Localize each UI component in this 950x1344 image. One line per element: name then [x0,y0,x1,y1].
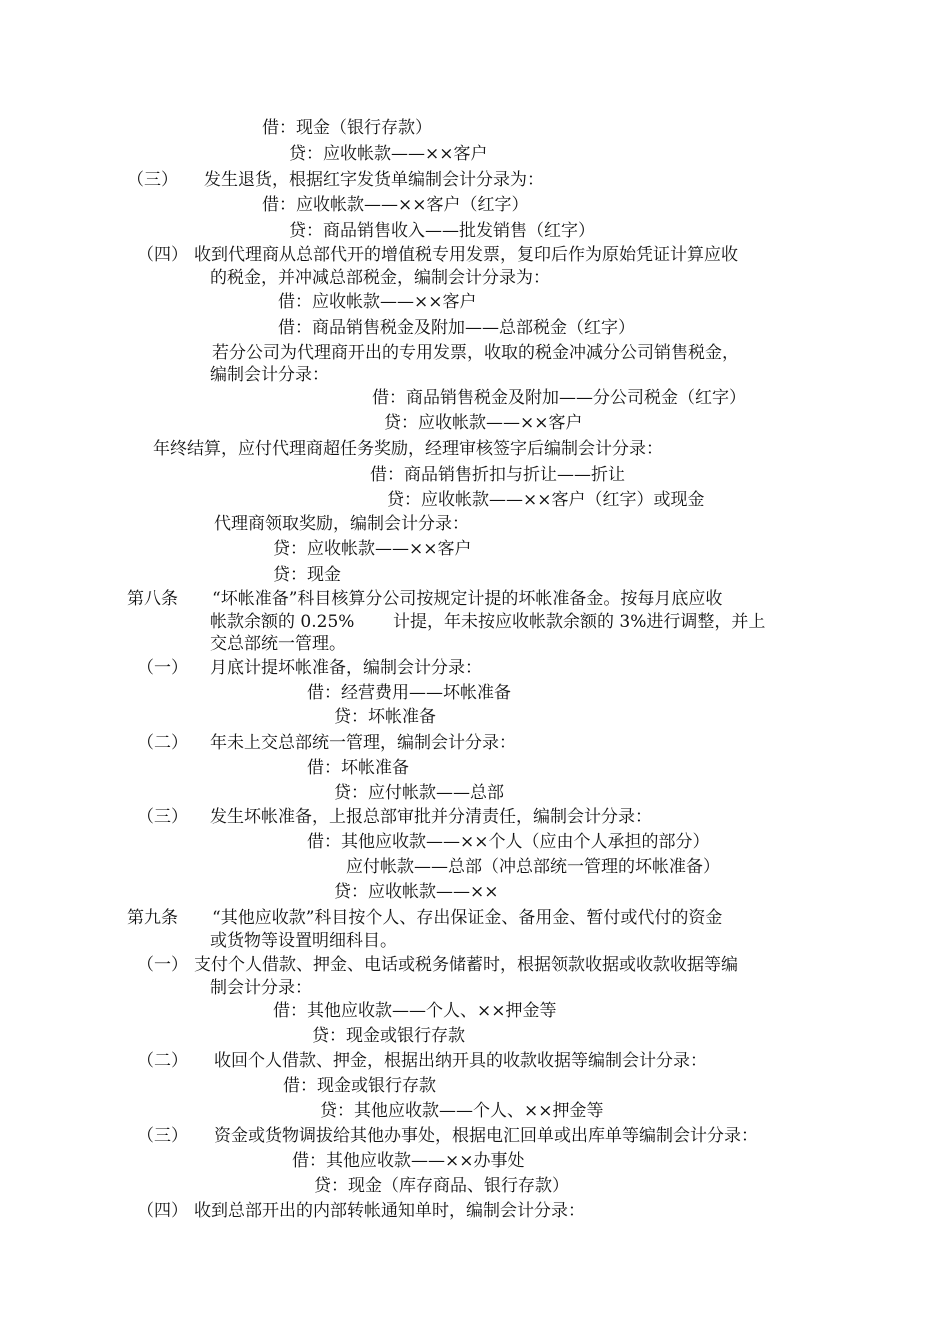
entry-line: 贷：应收帐款——×× [334,882,499,902]
entry-line: 借：应收帐款——××客户（红字） [262,195,529,215]
entry-line: 贷：现金 [273,565,341,585]
entry-line: 借：商品销售税金及附加——分公司税金（红字） [372,388,746,408]
entry-line: 借：应收帐款——××客户 [278,292,477,312]
item-number: （三） [137,807,188,827]
entry-line: 贷：其他应收款——个人、××押金等 [320,1101,604,1121]
article-number: 第八条 [127,589,178,609]
paragraph-line: 发生退货，根据红字发货单编制会计分录为： [204,170,544,190]
entry-line: 贷：现金（库存商品、银行存款） [314,1176,569,1196]
item-number: （一） [137,955,188,975]
paragraph-line: 收回个人借款、押金，根据出纳开具的收款收据等编制会计分录： [214,1051,707,1071]
article-number: 第九条 [127,908,178,928]
entry-line: 应付帐款——总部（冲总部统一管理的坏帐准备） [346,857,720,877]
paragraph-line: 发生坏帐准备，上报总部审批并分清责任，编制会计分录： [210,807,652,827]
entry-line: 贷：现金或银行存款 [312,1026,465,1046]
paragraph-line: 收到代理商从总部代开的增值税专用发票，复印后作为原始凭证计算应收 [194,245,738,265]
entry-line: 借：商品销售折扣与折让——折让 [370,465,625,485]
entry-line: 借：商品销售税金及附加——总部税金（红字） [278,318,635,338]
entry-line: 贷：应收帐款——××客户 [289,144,488,164]
entry-line: 借：现金或银行存款 [283,1076,436,1096]
entry-line: 借：其他应收款——个人、××押金等 [273,1001,557,1021]
entry-line: 贷：应付帐款——总部 [334,783,504,803]
paragraph-line: 编制会计分录： [210,365,329,385]
entry-line: 借：经营费用——坏帐准备 [307,683,511,703]
paragraph-line: “坏帐准备”科目核算分公司按规定计提的坏帐准备金。按每月底应收 [212,589,723,609]
paragraph-line: 年未上交总部统一管理，编制会计分录： [210,733,516,753]
paragraph-line: 月底计提坏帐准备，编制会计分录： [210,658,482,678]
entry-line: 贷：坏帐准备 [334,707,436,727]
paragraph-line: 制会计分录： [210,978,312,998]
item-number: （三） [127,170,178,190]
entry-line: 贷：应收帐款——××客户 [273,539,472,559]
entry-line: 借：坏帐准备 [307,758,409,778]
item-number: （四） [137,1201,188,1221]
paragraph-line: 若分公司为代理商开出的专用发票，收取的税金冲减分公司销售税金， [212,343,739,363]
paragraph-line: 支付个人借款、押金、电话或税务储蓄时，根据领款收据或收款收据等编 [194,955,738,975]
paragraph-line: 的税金，并冲减总部税金，编制会计分录为： [210,268,550,288]
paragraph-line: 年终结算，应付代理商超任务奖励，经理审核签字后编制会计分录： [153,439,663,459]
paragraph-line: 代理商领取奖励，编制会计分录： [214,514,469,534]
entry-line: 贷：应收帐款——××客户 [384,413,583,433]
item-number: （二） [137,1051,188,1071]
entry-line: 贷：商品销售收入——批发销售（红字） [289,221,595,241]
paragraph-line: 收到总部开出的内部转帐通知单时，编制会计分录： [194,1201,585,1221]
paragraph-line: 计提，年未按应收帐款余额的 3%进行调整，并上 [393,612,766,632]
item-number: （一） [137,658,188,678]
entry-line: 贷：应收帐款——××客户（红字）或现金 [387,490,705,510]
paragraph-line: “其他应收款”科目按个人、存出保证金、备用金、暂付或代付的资金 [212,908,723,928]
entry-line: 借：其他应收款——××个人（应由个人承担的部分） [307,832,710,852]
item-number: （四） [137,245,188,265]
paragraph-line: 资金或货物调拔给其他办事处，根据电汇回单或出库单等编制会计分录： [214,1126,758,1146]
paragraph-line: 帐款余额的 0.25% [210,612,355,632]
entry-line: 借：其他应收款——××办事处 [292,1151,525,1171]
entry-line: 借：现金（银行存款） [262,118,432,138]
paragraph-line: 交总部统一管理。 [210,634,346,654]
item-number: （三） [137,1126,188,1146]
paragraph-line: 或货物等设置明细科目。 [210,931,397,951]
item-number: （二） [137,733,188,753]
